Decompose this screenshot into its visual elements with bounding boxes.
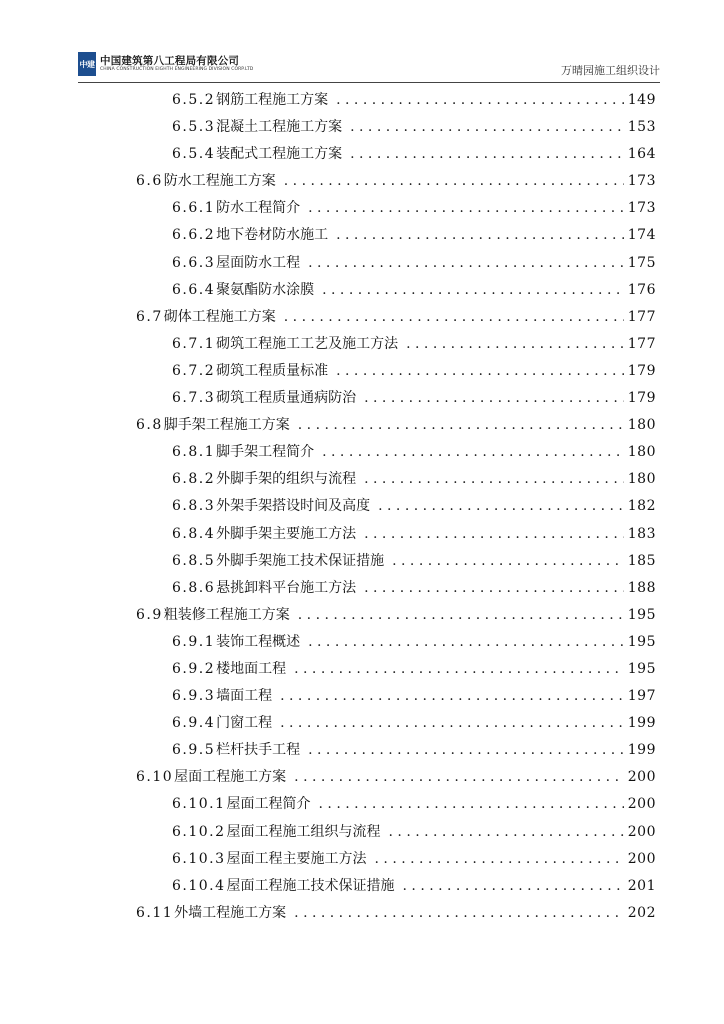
document-title: 万晴园施工组织设计 <box>561 64 660 77</box>
toc-entry-title: 屋面工程施工技术保证措施 <box>226 877 395 894</box>
toc-entry-number: 6.7.2 <box>172 362 216 379</box>
toc-entry-title: 栏杆扶手工程 <box>216 742 301 759</box>
toc-entry[interactable] <box>136 222 656 249</box>
toc-entry-title: 砌筑工程施工工艺及施工方法 <box>216 335 399 352</box>
toc-entry-number: 6.7 <box>136 308 163 325</box>
toc-entry-page: 180 <box>627 471 656 488</box>
toc-entry-title: 混凝土工程施工方案 <box>216 119 343 136</box>
toc-entry-page: 149 <box>627 92 656 108</box>
toc-leader-dots <box>364 466 624 493</box>
toc-entry-page: 183 <box>627 525 656 542</box>
toc-entry-number: 6.6 <box>136 173 163 190</box>
toc-entry-number: 6.8.2 <box>172 471 216 488</box>
toc-entry-number: 6.9.2 <box>172 660 216 677</box>
toc-entry[interactable] <box>136 331 656 358</box>
toc-leader-dots <box>350 114 624 141</box>
toc-leader-dots <box>280 710 624 737</box>
toc-entry-page: 195 <box>627 660 656 677</box>
toc-entry-number: 6.8 <box>136 417 163 434</box>
toc-entry-number: 6.11 <box>136 904 174 921</box>
toc-entry-title: 砌筑工程质量标准 <box>216 362 329 379</box>
toc-entry-page: 177 <box>627 308 656 325</box>
toc-entry[interactable] <box>136 141 656 168</box>
toc-entry-number: 6.10.3 <box>172 850 226 867</box>
toc-entry-page: 182 <box>627 498 656 515</box>
toc-entry-title: 外架手架搭设时间及高度 <box>216 498 371 515</box>
toc-leader-dots <box>308 629 624 656</box>
toc-entry-number: 6.8.6 <box>172 579 216 596</box>
toc-leader-dots <box>298 602 624 629</box>
toc-entry[interactable] <box>136 575 656 602</box>
toc-entry-number: 6.6.3 <box>172 254 216 271</box>
toc-entry-title: 装饰工程概述 <box>216 633 301 650</box>
toc-leader-dots <box>336 222 624 249</box>
company-name-en: CHINA CONSTRUCTION EIGHTH ENGINEERING DIVISION CORP.LTD <box>100 67 254 72</box>
toc-entry-title: 钢筋工程施工方案 <box>216 92 329 108</box>
toc-entry-page: 195 <box>627 606 656 623</box>
toc-entry-page: 201 <box>627 877 656 894</box>
toc-entry[interactable] <box>136 493 656 520</box>
toc-entry[interactable] <box>136 304 656 331</box>
toc-entry-title: 砌筑工程质量通病防治 <box>216 390 357 407</box>
toc-entry[interactable] <box>136 439 656 466</box>
company-logo <box>78 52 96 76</box>
toc-entry-page: 185 <box>627 552 656 569</box>
toc-leader-dots <box>378 493 624 520</box>
toc-entry-number: 6.8.4 <box>172 525 216 542</box>
toc-entry-page: 200 <box>627 769 656 786</box>
toc-entry-page: 180 <box>627 444 656 461</box>
toc-entry-page: 179 <box>627 362 656 379</box>
toc-entry-number: 6.8.3 <box>172 498 216 515</box>
toc-entry[interactable] <box>136 710 656 737</box>
toc-entry[interactable] <box>136 873 656 900</box>
company-name-cn: 中国建筑第八工程局有限公司 <box>100 55 240 67</box>
toc-entry-title: 屋面工程简介 <box>226 796 311 813</box>
toc-entry[interactable] <box>136 277 656 304</box>
toc-entry-number: 6.9.4 <box>172 715 216 732</box>
toc-leader-dots <box>294 900 624 927</box>
toc-entry-page: 202 <box>627 904 656 921</box>
toc-leader-dots <box>375 846 624 873</box>
toc-entry-number: 6.8.5 <box>172 552 216 569</box>
toc-leader-dots <box>280 683 624 710</box>
toc-entry-page: 177 <box>627 335 656 352</box>
toc-entry-page: 188 <box>627 579 656 596</box>
toc-entry-title: 防水工程施工方案 <box>163 173 276 190</box>
toc-entry[interactable] <box>136 87 656 114</box>
toc-entry-page: 195 <box>627 633 656 650</box>
toc-leader-dots <box>336 358 624 385</box>
toc-entry[interactable] <box>136 846 656 873</box>
toc-entry[interactable] <box>136 629 656 656</box>
toc-entry-number: 6.6.4 <box>172 281 216 298</box>
toc-entry[interactable] <box>136 683 656 710</box>
toc-entry[interactable] <box>136 791 656 818</box>
toc-entry[interactable] <box>136 521 656 548</box>
toc-entry-number: 6.10.2 <box>172 823 226 840</box>
toc-entry-page: 173 <box>627 200 656 217</box>
toc-leader-dots <box>403 873 624 900</box>
toc-leader-dots <box>364 575 624 602</box>
toc-entry[interactable] <box>136 195 656 222</box>
toc-entry[interactable] <box>136 168 656 195</box>
toc-entry[interactable] <box>136 466 656 493</box>
toc-entry-title: 楼地面工程 <box>216 660 287 677</box>
toc-entry-page: 164 <box>627 146 656 163</box>
toc-entry[interactable] <box>136 412 656 439</box>
toc-entry-title: 装配式工程施工方案 <box>216 146 343 163</box>
toc-entry-title: 脚手架工程施工方案 <box>163 417 290 434</box>
toc-entry-page: 153 <box>627 119 656 136</box>
toc-entry-title: 砌体工程施工方案 <box>163 308 276 325</box>
toc-entry-number: 6.10 <box>136 769 174 786</box>
toc-entry[interactable] <box>136 358 656 385</box>
toc-leader-dots <box>406 331 624 358</box>
toc-leader-dots <box>284 168 624 195</box>
toc-entry[interactable] <box>136 737 656 764</box>
toc-leader-dots <box>364 385 624 412</box>
toc-leader-dots <box>336 87 624 114</box>
toc-entry-title: 粗装修工程施工方案 <box>163 606 290 623</box>
toc-entry-title: 门窗工程 <box>216 715 273 732</box>
toc-leader-dots <box>364 521 624 548</box>
toc-entry-title: 屋面防水工程 <box>216 254 301 271</box>
toc-entry-page: 180 <box>627 417 656 434</box>
toc-entry-page: 199 <box>627 715 656 732</box>
header-divider <box>78 82 660 83</box>
toc-entry-number: 6.5.4 <box>172 146 216 163</box>
toc-entry[interactable] <box>136 900 656 927</box>
toc-entry-number: 6.10.4 <box>172 877 226 894</box>
toc-entry-title: 屋面工程施工方案 <box>174 769 287 786</box>
toc-leader-dots <box>392 548 624 575</box>
toc-entry-number: 6.5.3 <box>172 119 216 136</box>
toc-entry-number: 6.5.2 <box>172 92 216 108</box>
toc-leader-dots <box>350 141 624 168</box>
toc-entry[interactable] <box>136 250 656 277</box>
toc-entry-title: 外脚手架主要施工方法 <box>216 525 357 542</box>
toc-leader-dots <box>322 277 624 304</box>
logo-mark: 中建 <box>79 59 95 69</box>
toc-entry-page: 200 <box>627 850 656 867</box>
toc-entry-page: 175 <box>627 254 656 271</box>
toc-entry-number: 6.9.1 <box>172 633 216 650</box>
toc-leader-dots <box>389 819 624 846</box>
toc-entry-number: 6.9.5 <box>172 742 216 759</box>
toc-entry-title: 地下卷材防水施工 <box>216 227 329 244</box>
toc-leader-dots <box>294 656 624 683</box>
toc-entry-number: 6.6.2 <box>172 227 216 244</box>
toc-entry-title: 聚氨酯防水涂膜 <box>216 281 315 298</box>
toc-entry-page: 197 <box>627 688 656 705</box>
toc-leader-dots <box>322 439 624 466</box>
toc-leader-dots <box>308 195 624 222</box>
toc-entry-page: 174 <box>627 227 656 244</box>
page-header <box>78 48 660 82</box>
toc-entry-number: 6.7.1 <box>172 335 216 352</box>
toc-entry-number: 6.8.1 <box>172 444 216 461</box>
toc-leader-dots <box>298 412 624 439</box>
toc-entry-number: 6.6.1 <box>172 200 216 217</box>
toc-entry[interactable] <box>136 819 656 846</box>
toc-entry-title: 屋面工程主要施工方法 <box>226 850 367 867</box>
toc-leader-dots <box>308 250 624 277</box>
toc-entry-title: 防水工程简介 <box>216 200 301 217</box>
table-of-contents <box>136 87 656 927</box>
toc-entry-number: 6.9.3 <box>172 688 216 705</box>
toc-entry-page: 200 <box>627 796 656 813</box>
toc-entry[interactable] <box>136 602 656 629</box>
toc-entry-title: 外脚手架施工技术保证措施 <box>216 552 385 569</box>
toc-entry[interactable] <box>136 764 656 791</box>
toc-entry-title: 外墙工程施工方案 <box>174 904 287 921</box>
toc-entry[interactable] <box>136 385 656 412</box>
toc-entry[interactable] <box>136 548 656 575</box>
toc-entry-number: 6.10.1 <box>172 796 226 813</box>
toc-entry-page: 179 <box>627 390 656 407</box>
toc-entry-page: 176 <box>627 281 656 298</box>
toc-entry[interactable] <box>136 656 656 683</box>
toc-entry[interactable] <box>136 114 656 141</box>
toc-entry-title: 墙面工程 <box>216 688 273 705</box>
toc-entry-title: 脚手架工程简介 <box>216 444 315 461</box>
toc-entry-title: 悬挑卸料平台施工方法 <box>216 579 357 596</box>
toc-entry-page: 200 <box>627 823 656 840</box>
toc-leader-dots <box>294 764 624 791</box>
toc-entry-number: 6.9 <box>136 606 163 623</box>
toc-entry-page: 199 <box>627 742 656 759</box>
toc-leader-dots <box>319 791 624 818</box>
toc-entry-title: 屋面工程施工组织与流程 <box>226 823 381 840</box>
toc-entry-title: 外脚手架的组织与流程 <box>216 471 357 488</box>
toc-leader-dots <box>308 737 624 764</box>
toc-entry-page: 173 <box>627 173 656 190</box>
toc-leader-dots <box>284 304 624 331</box>
toc-entry-number: 6.7.3 <box>172 390 216 407</box>
